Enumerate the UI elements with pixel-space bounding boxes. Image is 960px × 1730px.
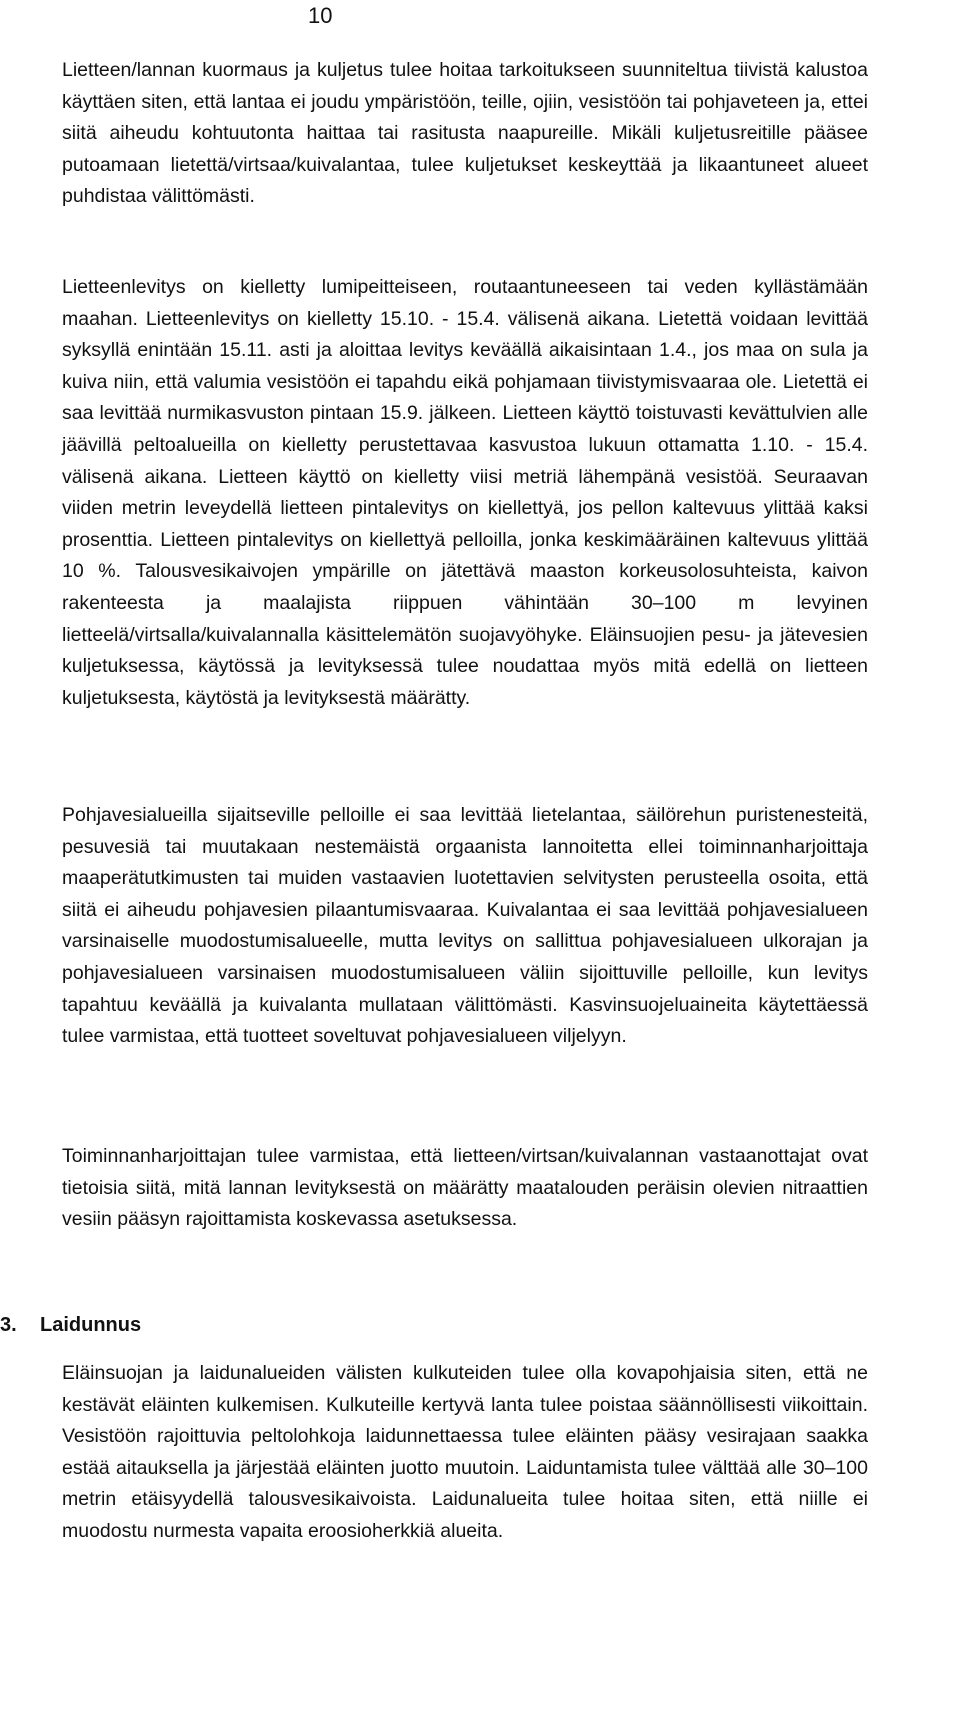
page-number: 10: [308, 3, 333, 28]
paragraph-operator-obligations: Toiminnanharjoittajan tulee varmistaa, että lietteen/virtsan/kuivalannan vastaanottajat ovat tietoisia siitä, mitä lannan levityksestä on määrätty maatalouden peräisin olevien nitraattien vesiin pääsyn rajoittamista koskevassa asetuksessa.: [62, 1145, 868, 1231]
paragraph-groundwater-areas: Pohjavesialueilla sijaitseville pelloille ei saa levittää lietelantaa, säilörehun puristenesteitä, pesuvesiä tai muutakaan nestemäistä orgaanista lannoitetta ellei toiminnanharjoittaja maaperätutkimusten tai muiden vastaavien luotettavien selvitysten perusteella osoita, että siitä ei aiheudu pohjavesien pilaantumisvaaraa. Kuivalantaa ei saa levittää pohjavesialueen varsinaiselle muodostumisalueelle, mutta levitys on sallittua pohjavesialueen ulkorajan ja pohjavesialueen varsinaisen muodostumisalueen väliin sijoittuville pelloille, kun levitys tapahtuu keväällä ja kuivalanta mullataan välittömästi. Kasvinsuojeluaineita käytettäessä tulee varmistaa, että tuotteet soveltuvat pohjavesialueen viljelyyn.: [62, 804, 868, 1048]
paragraph-grazing: Eläinsuojan ja laidunalueiden välisten kulkuteiden tulee olla kovapohjaisia siten, että ne kestävät eläinten kulkemisen. Kulkuteille kertyvä lanta tulee poistaa säännöllisesti viikoittain. Vesistöön rajoittuvia peltolohkoja laidunnettaessa tulee eläinten pääsy vesirajaan saakka estää aitauksella ja järjestää eläinten juotto muutoin. Laiduntamista tulee välttää alle 30–100 metrin etäisyydellä talousvesikaivoista. Laidunalueita tulee hoitaa siten, että niille ei muodostu nurmesta vapaita eroosioherkkiä alueita.: [62, 1362, 868, 1542]
section-number: 3.: [0, 1314, 17, 1336]
section-heading-grazing: [0, 1310, 141, 1340]
paragraph-slurry-spreading: Lietteenlevitys on kielletty lumipeitteiseen, routaantuneeseen tai veden kyllästämään maahan. Lietteenlevitys on kielletty 15.10. - 15.4. välisenä aikana. Lietettä voidaan levittää syksyllä enintään 15.11. asti ja aloittaa levitys keväällä aikaisintaan 1.4., jos maa on sula ja kuiva niin, että valumia vesistöön ei tapahdu eikä pohjamaan tiivistymisvaaraa ole. Lietettä ei saa levittää nurmikasvuston pintaan 15.9. jälkeen. Lietteen käyttö toistuvasti kevättulvien alle jäävillä peltoalueilla on kielletty perustettavaa kasvustoa lukuun ottamatta 1.10. - 15.4. välisenä aikana. Lietteen käyttö on kielletty viisi metriä lähempänä vesistöä. Seuraavan viiden metrin leveydellä lietteen pintalevitys on kiellettyä, jos pellon kaltevuus ylittää kaksi prosenttia. Lietteen pintalevitys on kiellettyä pelloilla, jonka keskimääräinen kaltevuus ylittää 10 %. Talousvesikaivojen ympärille on jätettävä maaston korkeusolosuhteista, kaivon rakenteesta ja maalajista riippuen vähintään 30–100 m levyinen lietteelä/virtsalla/kuivalannalla käsittelemätön suojavyöhyke. Eläinsuojien pesu- ja jätevesien kuljetuksessa, käytössä ja levityksessä tulee noudattaa myös mitä edellä on lietteen kuljetuksesta, käytöstä ja levityksestä määrätty.: [62, 276, 868, 709]
paragraph-manure-transport: Lietteen/lannan kuormaus ja kuljetus tulee hoitaa tarkoitukseen suunniteltua tiivistä kalustoa käyttäen siten, että lantaa ei joudu ympäristöön, teille, ojiin, vesistöön tai pohjaveteen ja, ettei siitä aiheudu kohtuutonta haittaa tai rasitusta naapureille. Mikäli kuljetusreitille pääsee putoamaan lietettä/virtsaa/kuivalantaa, tulee kuljetukset keskeyttää ja likaantuneet alueet puhdistaa välittömästi.: [62, 59, 868, 208]
section-title: Laidunnus: [40, 1314, 142, 1336]
